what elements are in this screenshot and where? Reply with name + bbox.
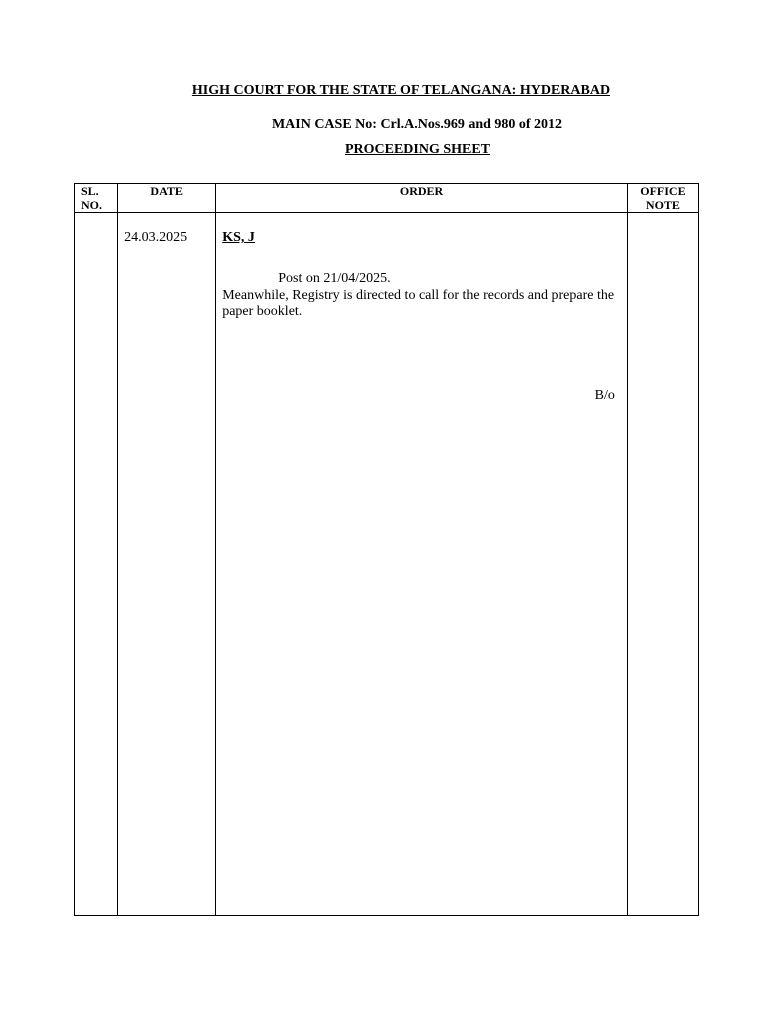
header-sl-no bbox=[75, 184, 118, 213]
order-text: Meanwhile, Registry is directed to call for the records and prepare the paper booklet. bbox=[222, 288, 615, 319]
judge-initials: KS, J bbox=[222, 230, 255, 245]
header-sl-no-line1: SL. bbox=[81, 184, 99, 198]
header-date: DATE bbox=[118, 184, 216, 213]
header-office-note-line1: OFFICE bbox=[640, 184, 686, 198]
case-number: MAIN CASE No: Crl.A.Nos.969 and 980 of 2012 bbox=[271, 117, 563, 132]
cell-order bbox=[216, 213, 628, 916]
cell-office-note bbox=[627, 213, 698, 916]
sheet-title: PROCEEDING SHEET bbox=[344, 142, 491, 157]
header-office-note bbox=[627, 184, 698, 213]
court-title: HIGH COURT FOR THE STATE OF TELANGANA: HYDERABAD bbox=[191, 83, 611, 98]
table-row bbox=[75, 213, 699, 916]
proceeding-table bbox=[74, 183, 699, 916]
signoff-text: B/o bbox=[594, 388, 615, 403]
header-office-note-line2: NOTE bbox=[645, 198, 680, 212]
table-header-row bbox=[75, 184, 699, 213]
cell-sl-no bbox=[75, 213, 118, 916]
cell-date: 24.03.2025 bbox=[118, 213, 216, 916]
header-order: ORDER bbox=[216, 184, 628, 213]
post-on-text: Post on 21/04/2025. bbox=[278, 271, 391, 286]
header-sl-no-line2: NO. bbox=[81, 198, 102, 212]
